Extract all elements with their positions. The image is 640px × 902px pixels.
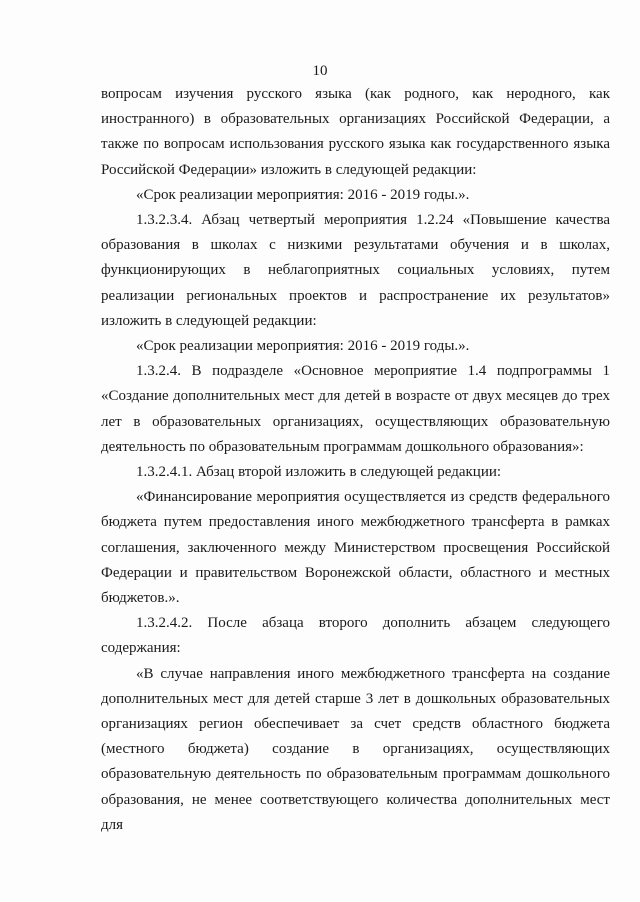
paragraph-4: «Срок реализации мероприятия: 2016 - 2019 годы.». [136, 338, 470, 355]
paragraph-8: 1.3.2.4.2. После абзаца второго дополнить абзацем следующего содержания: [101, 615, 610, 657]
paragraph-6: 1.3.2.4.1. Абзац второй изложить в следующей редакции: [136, 464, 502, 481]
paragraph-7: «Финансирование мероприятия осуществляется из средств федерального бюджета путем предоставления иного межбюджетного трансферта в рамках соглашения, заключенного между Министерством просвещения Российской Федерации и правительством Воронежской области, областного и местных бюджетов.». [101, 489, 610, 607]
paragraph-9: «В случае направления иного межбюджетного трансферта на создание дополнительных мест для детей старше 3 лет в дошкольных образовательных организациях регион обеспечивает за счет средств областного бюджета (местного бюджета) создание в организациях, осуществляющих образовательную деятельность по образовательным программам дошкольного образования, не менее соответствующего количества дополнительных мест для [101, 665, 610, 833]
document-body [101, 82, 610, 838]
paragraph-2: «Срок реализации мероприятия: 2016 - 2019 годы.». [136, 186, 470, 203]
paragraph-5: 1.3.2.4. В подразделе «Основное мероприятие 1.4 подпрограммы 1 «Создание дополнительных мест для детей в возрасте от двух месяцев до трех лет в образовательных организациях, осуществляющих образовательную деятельность по образовательным программам дошкольного образования»: [101, 363, 610, 455]
paragraph-1: вопросам изучения русского языка (как родного, как неродного, как иностранного) в образовательных организациях Российской Федерации, а также по вопросам использования русского языка как государственного языка Российской Федерации» изложить в следующей редакции: [101, 86, 610, 178]
paragraph-3: 1.3.2.3.4. Абзац четвертый мероприятия 1.2.24 «Повышение качества образования в школах с низкими результатами обучения и в школах, функционирующих в неблагоприятных социальных условиях, путем реализации региональных проектов и распространение их результатов» изложить в следующей редакции: [101, 212, 610, 329]
page-number: 10 [312, 63, 328, 79]
